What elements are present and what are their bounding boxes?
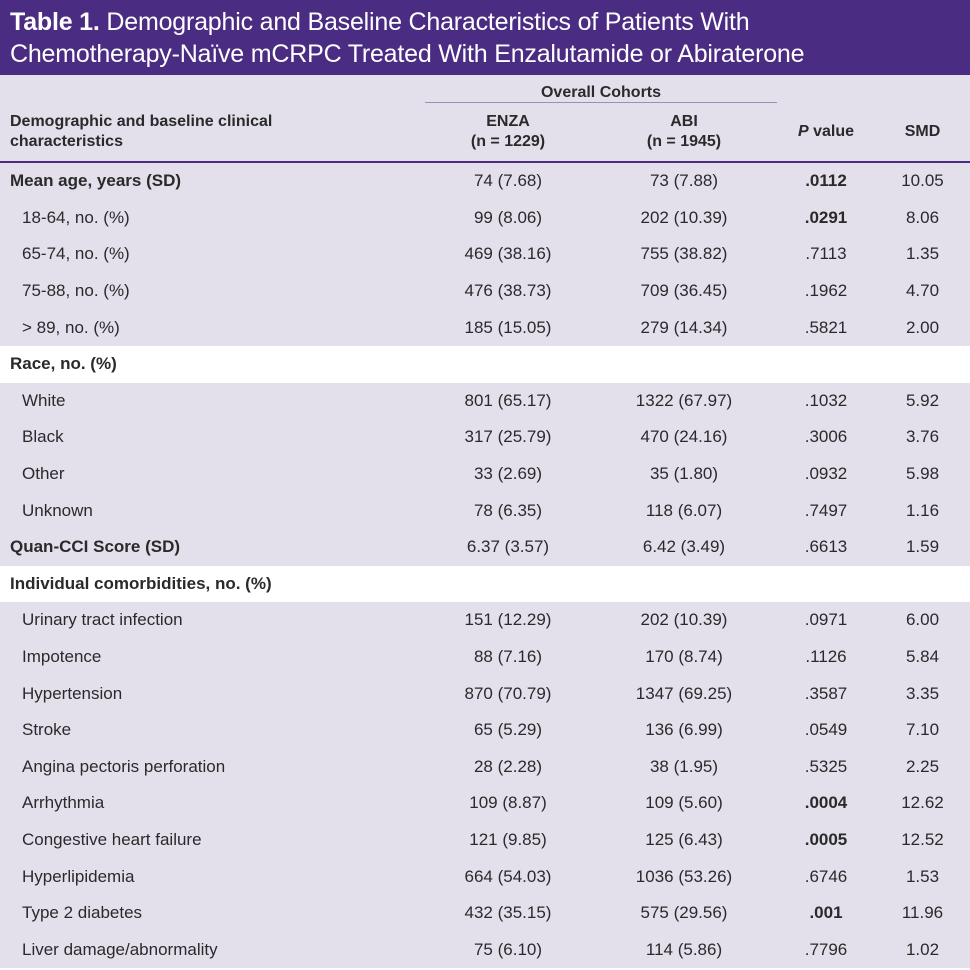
table-row [0,529,970,566]
row-label: Race, no. (%) [0,346,425,383]
row-label: 65-74, no. (%) [0,236,425,273]
smd-value: 3.35 [875,675,970,712]
enza-value: 151 (12.29) [425,602,591,639]
row-label: Urinary tract infection [0,602,425,639]
smd-value: 11.96 [875,895,970,932]
enza-value: 109 (8.87) [425,785,591,822]
enza-value: 99 (8.06) [425,200,591,237]
p-value: .0112 [777,162,875,200]
row-label: Unknown [0,492,425,529]
abi-value: 755 (38.82) [591,236,777,273]
enza-value: 469 (38.16) [425,236,591,273]
abi-value: 709 (36.45) [591,273,777,310]
table-row [0,822,970,859]
overall-cohorts-header: Overall Cohorts [425,75,777,103]
table-row [0,602,970,639]
row-label: Hyperlipidemia [0,858,425,895]
abi-value: 1347 (69.25) [591,675,777,712]
row-label: Stroke [0,712,425,749]
abi-value: 114 (5.86) [591,931,777,968]
table-row [0,456,970,493]
table-row [0,639,970,676]
p-value [777,346,875,383]
row-label: Impotence [0,639,425,676]
enza-value: 185 (15.05) [425,309,591,346]
enza-value: 317 (25.79) [425,419,591,456]
enza-value: 74 (7.68) [425,162,591,200]
table-row [0,675,970,712]
table-body [0,162,970,968]
smd-value: 7.10 [875,712,970,749]
table-row [0,273,970,310]
table-row [0,858,970,895]
enza-value: 6.37 (3.57) [425,529,591,566]
smd-value: 1.02 [875,931,970,968]
abi-value: 118 (6.07) [591,492,777,529]
p-value: .0971 [777,602,875,639]
p-value: .6746 [777,858,875,895]
row-label: Individual comorbidities, no. (%) [0,566,425,603]
table-row [0,419,970,456]
table-row [0,236,970,273]
table-title-line1: Demographic and Baseline Characteristics of Patients With [106,8,750,36]
enza-value: 870 (70.79) [425,675,591,712]
smd-value: 1.35 [875,236,970,273]
p-value: .0291 [777,200,875,237]
abi-value: 136 (6.99) [591,712,777,749]
enza-value: 88 (7.16) [425,639,591,676]
p-value: .7796 [777,931,875,968]
smd-value: 8.06 [875,200,970,237]
smd-value: 2.00 [875,309,970,346]
p-value: .001 [777,895,875,932]
abi-value: 35 (1.80) [591,456,777,493]
enza-column-header: ENZA (n = 1229) [425,103,591,163]
table-row [0,785,970,822]
row-label: 18-64, no. (%) [0,200,425,237]
row-label: White [0,383,425,420]
p-value: .0004 [777,785,875,822]
row-label: Mean age, years (SD) [0,162,425,200]
row-label: Angina pectoris perforation [0,749,425,786]
row-label: Liver damage/abnormality [0,931,425,968]
abi-value: 1036 (53.26) [591,858,777,895]
table-header [0,75,970,162]
table-row [0,162,970,200]
p-value: .1126 [777,639,875,676]
smd-value: 10.05 [875,162,970,200]
p-value: .1032 [777,383,875,420]
row-label: Quan-CCI Score (SD) [0,529,425,566]
smd-value: 12.62 [875,785,970,822]
abi-value: 202 (10.39) [591,602,777,639]
table-title [0,0,970,75]
enza-value: 476 (38.73) [425,273,591,310]
abi-value: 1322 (67.97) [591,383,777,420]
p-value: .5821 [777,309,875,346]
table-number: Table 1. [10,8,100,36]
enza-value: 432 (35.15) [425,895,591,932]
smd-value: 2.25 [875,749,970,786]
table-row [0,492,970,529]
smd-value: 4.70 [875,273,970,310]
row-label: Type 2 diabetes [0,895,425,932]
abi-column-header: ABI (n = 1945) [591,103,777,163]
row-label: Hypertension [0,675,425,712]
smd-value: 5.84 [875,639,970,676]
table-row [0,200,970,237]
p-value: .0932 [777,456,875,493]
row-label: Arrhythmia [0,785,425,822]
abi-value: 279 (14.34) [591,309,777,346]
abi-value: 38 (1.95) [591,749,777,786]
header-group-row [0,75,970,103]
abi-value: 125 (6.43) [591,822,777,859]
smd-column-header: SMD [875,103,970,163]
p-value: .7497 [777,492,875,529]
p-value: .7113 [777,236,875,273]
enza-value: 75 (6.10) [425,931,591,968]
table-row [0,712,970,749]
table-row [0,566,970,603]
table-row [0,383,970,420]
abi-value: 202 (10.39) [591,200,777,237]
table-row [0,749,970,786]
smd-value: 6.00 [875,602,970,639]
enza-value: 33 (2.69) [425,456,591,493]
p-value-column-header: P value [777,103,875,163]
p-value: .3587 [777,675,875,712]
p-value: .6613 [777,529,875,566]
row-label: 75-88, no. (%) [0,273,425,310]
abi-value: 109 (5.60) [591,785,777,822]
enza-value: 121 (9.85) [425,822,591,859]
row-label: Congestive heart failure [0,822,425,859]
row-label: Black [0,419,425,456]
abi-value [591,346,777,383]
enza-value [425,346,591,383]
enza-value: 664 (54.03) [425,858,591,895]
smd-value: 5.98 [875,456,970,493]
smd-value: 12.52 [875,822,970,859]
abi-value: 170 (8.74) [591,639,777,676]
enza-value: 801 (65.17) [425,383,591,420]
p-value: .0549 [777,712,875,749]
row-label: Other [0,456,425,493]
smd-value: 1.53 [875,858,970,895]
smd-value [875,566,970,603]
abi-value: 575 (29.56) [591,895,777,932]
table-title-line2: Chemotherapy-Naïve mCRPC Treated With Enzalutamide or Abiraterone [10,40,805,68]
table-row [0,309,970,346]
table-row [0,346,970,383]
row-label: > 89, no. (%) [0,309,425,346]
smd-value [875,346,970,383]
enza-value: 78 (6.35) [425,492,591,529]
p-value [777,566,875,603]
abi-value: 73 (7.88) [591,162,777,200]
enza-value: 28 (2.28) [425,749,591,786]
abi-value [591,566,777,603]
header-columns-row [0,103,970,163]
p-value: .1962 [777,273,875,310]
characteristics-column-header: Demographic and baseline clinical characteristics [0,103,425,163]
smd-value: 1.59 [875,529,970,566]
p-value: .3006 [777,419,875,456]
p-value: .0005 [777,822,875,859]
characteristics-table [0,75,970,968]
smd-value: 1.16 [875,492,970,529]
enza-value: 65 (5.29) [425,712,591,749]
smd-value: 5.92 [875,383,970,420]
abi-value: 470 (24.16) [591,419,777,456]
p-value: .5325 [777,749,875,786]
smd-value: 3.76 [875,419,970,456]
table-row [0,931,970,968]
table-row [0,895,970,932]
enza-value [425,566,591,603]
abi-value: 6.42 (3.49) [591,529,777,566]
